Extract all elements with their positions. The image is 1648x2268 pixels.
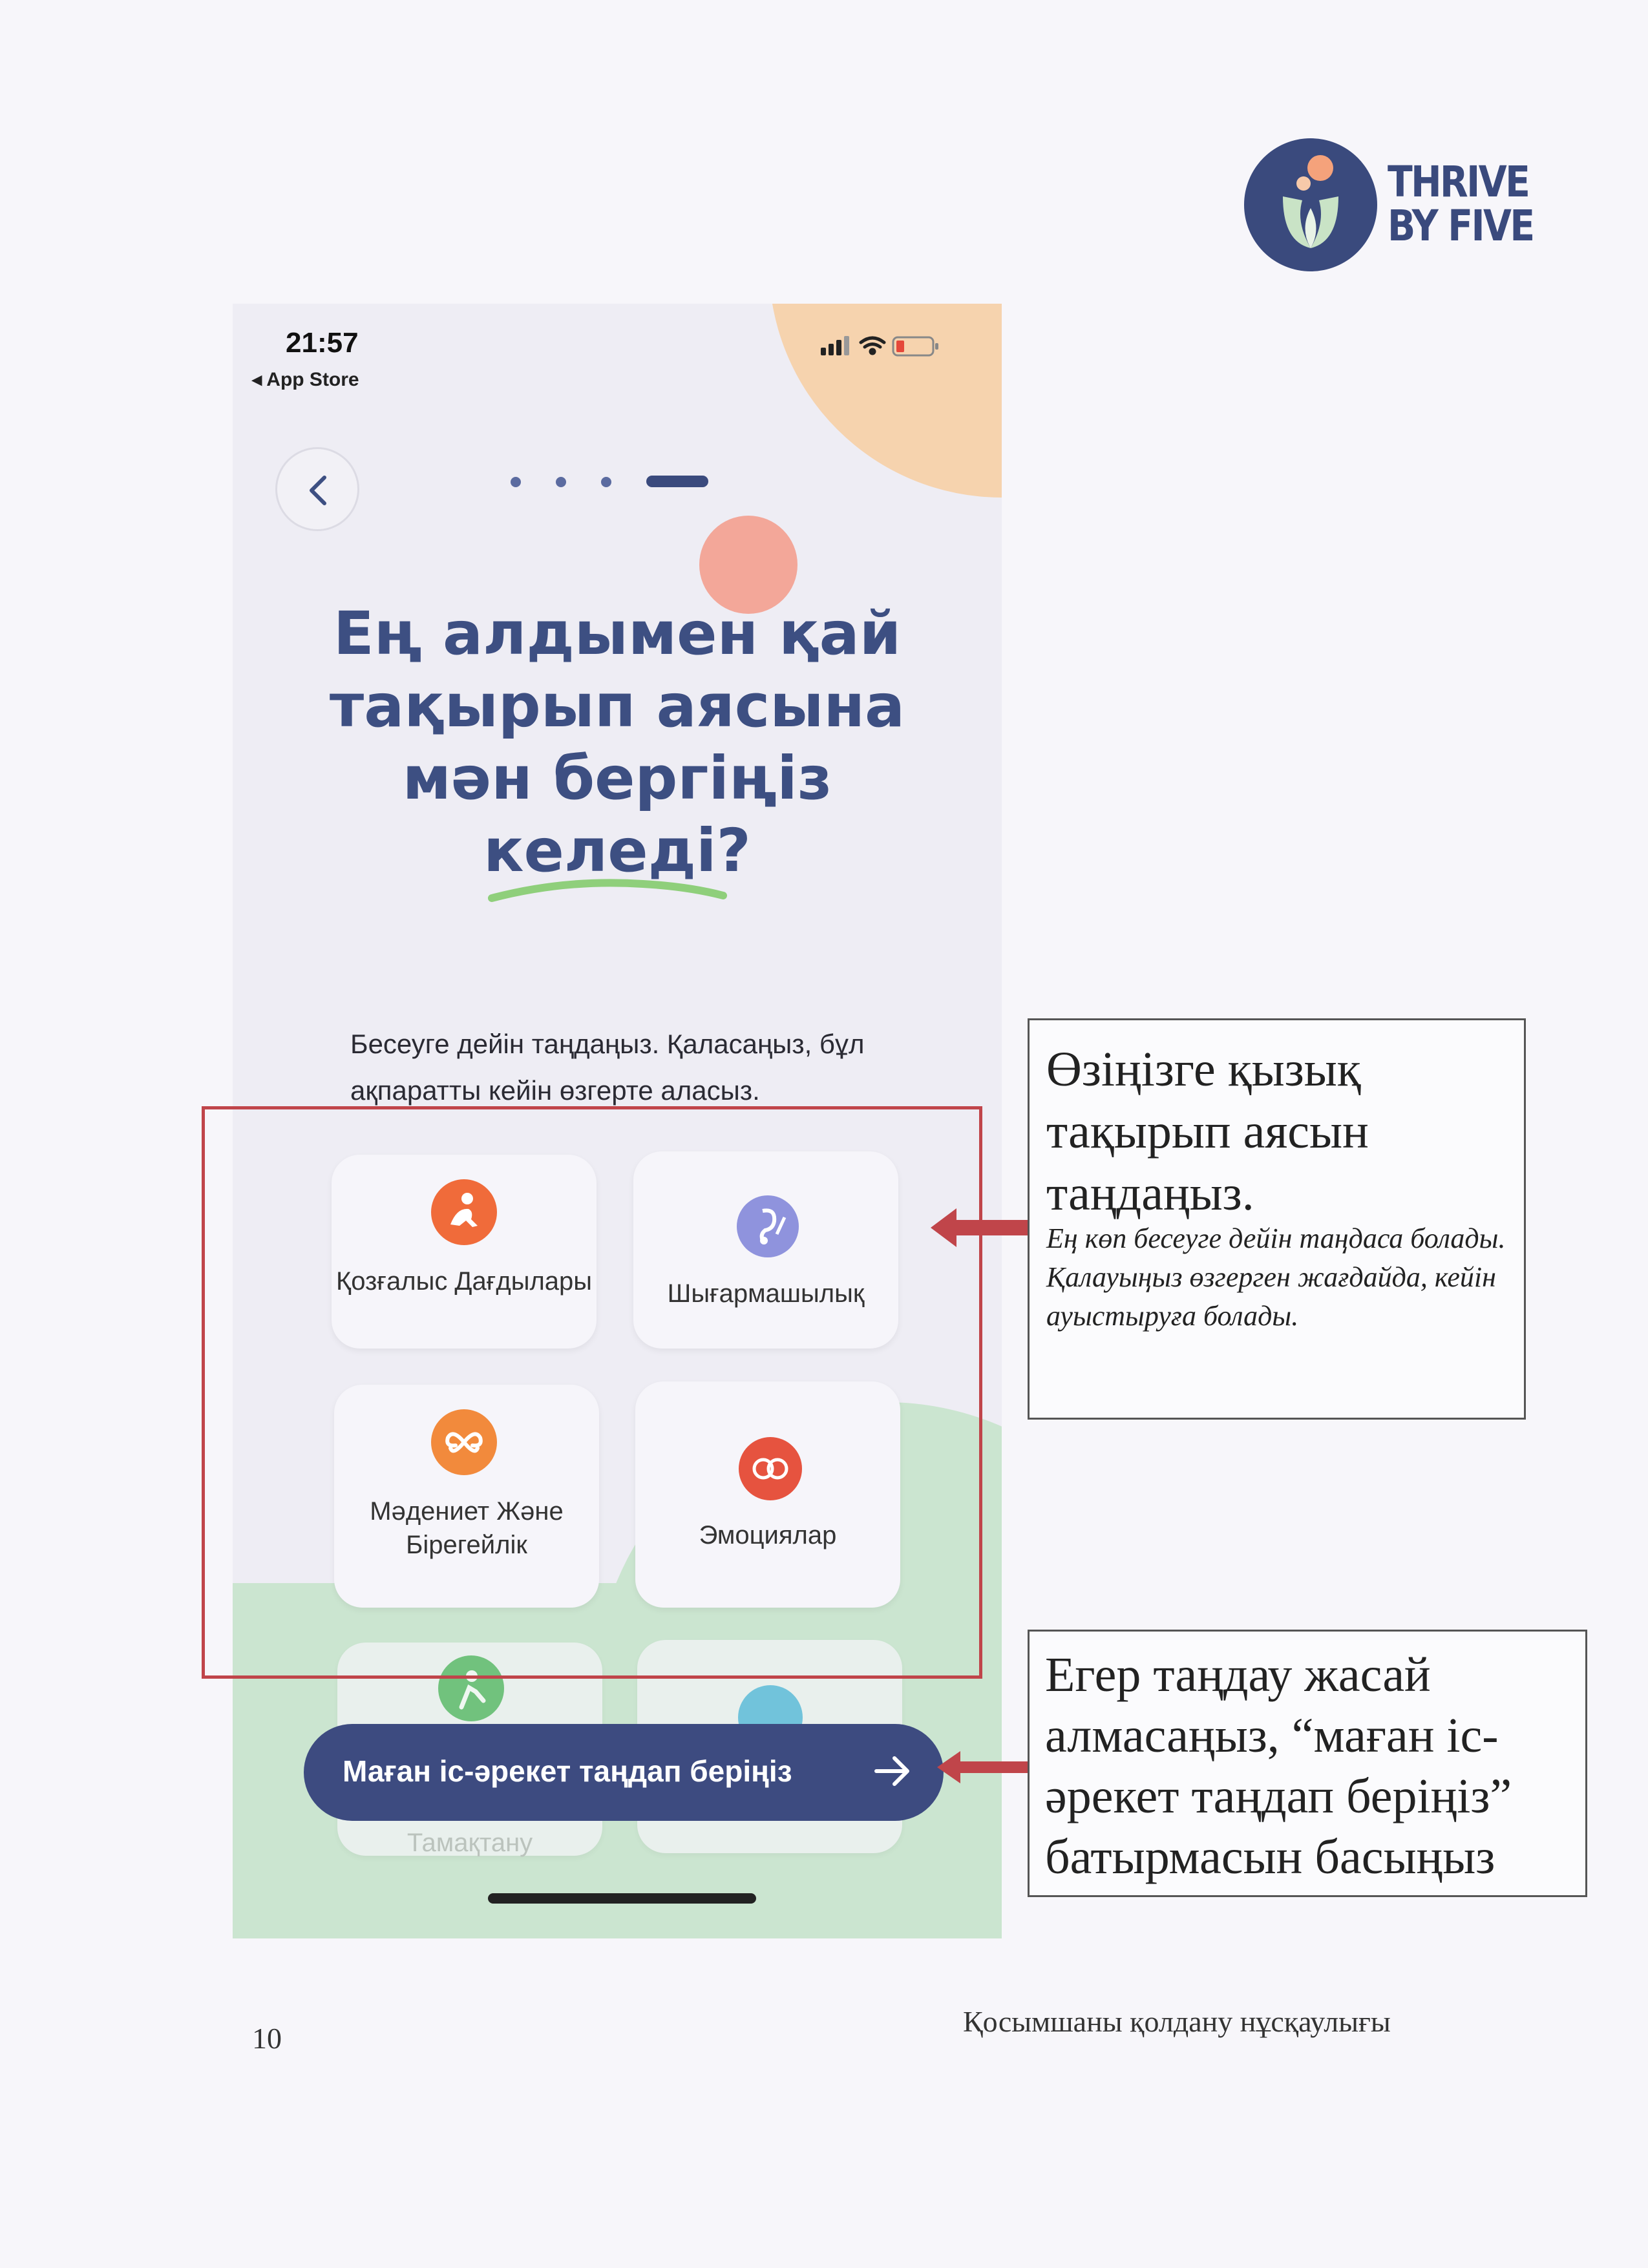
category-label: Тамақтану (407, 1829, 533, 1857)
decorative-peach-circle (769, 304, 1002, 498)
annotation-note-choose-topics (1028, 1018, 1526, 1420)
battery-low-icon (893, 337, 938, 355)
logo-line-2: BY FIVE (1388, 201, 1534, 251)
progress-dot-2 (556, 477, 566, 487)
arrow-right-icon (872, 1751, 913, 1791)
page-title: Ең алдымен қай тақырып аясына мән бергіңіз келеді? (329, 599, 905, 885)
green-underline-stroke (488, 872, 727, 911)
logo-wordmark (1388, 157, 1557, 251)
instruction-text: Бесеуге дейін таңдаңыз. Қаласаңыз, бұл ақпаратты кейін өзгерте аласыз. (350, 1029, 865, 1106)
status-icons (821, 333, 950, 359)
footer-title: Қосымшаны қолдану нұсқаулығы (963, 2005, 1391, 2038)
progress-dot-active (646, 476, 708, 487)
highlight-box-categories (202, 1106, 982, 1679)
back-to-app-store-link[interactable]: ◂ App Store (252, 369, 359, 390)
logo-line-1: THRIVE (1388, 157, 1529, 207)
page-number: 10 (252, 2022, 282, 2055)
tulip-icon (1244, 138, 1377, 271)
cta-label: Маған іс-әрекет таңдап беріңіз (343, 1754, 792, 1788)
chevron-left-icon (305, 474, 331, 507)
progress-dot-3 (601, 477, 611, 487)
status-time: 21:57 (286, 327, 359, 359)
progress-dot-1 (511, 477, 521, 487)
home-indicator (488, 1893, 756, 1904)
note-text: Егер таңдау жасай алмасаңыз, “маған іс-әрекет таңдап беріңіз” батырмасын басыңыз (1045, 1648, 1512, 1884)
category-label: Шығармашылық (667, 1279, 865, 1308)
wifi-icon (861, 338, 884, 353)
thrive-by-five-logo (1244, 136, 1612, 278)
note-subtitle: Ең көп бесеуге дейін таңдаса болады. Қалауыңыз өзгерген жағдайда, кейін ауыстыруға болады. (1046, 1223, 1506, 1332)
signal-icon (821, 336, 849, 355)
category-label: Мәдениет Және Бірегейлік (370, 1497, 564, 1559)
annotation-arrow-left-icon (931, 1202, 1034, 1254)
category-label: Эмоциялар (699, 1521, 837, 1549)
category-label: Қозғалыс Дағдылары (335, 1267, 593, 1296)
note-title: Өзіңізге қызық тақырып аясын таңдаңыз. (1046, 1042, 1369, 1221)
annotation-arrow-left-icon (937, 1745, 1034, 1790)
back-button[interactable] (275, 447, 359, 531)
logo-emblem (1244, 138, 1377, 271)
annotation-note-choose-for-me (1028, 1630, 1587, 1897)
choose-activity-for-me-button[interactable] (304, 1724, 944, 1821)
